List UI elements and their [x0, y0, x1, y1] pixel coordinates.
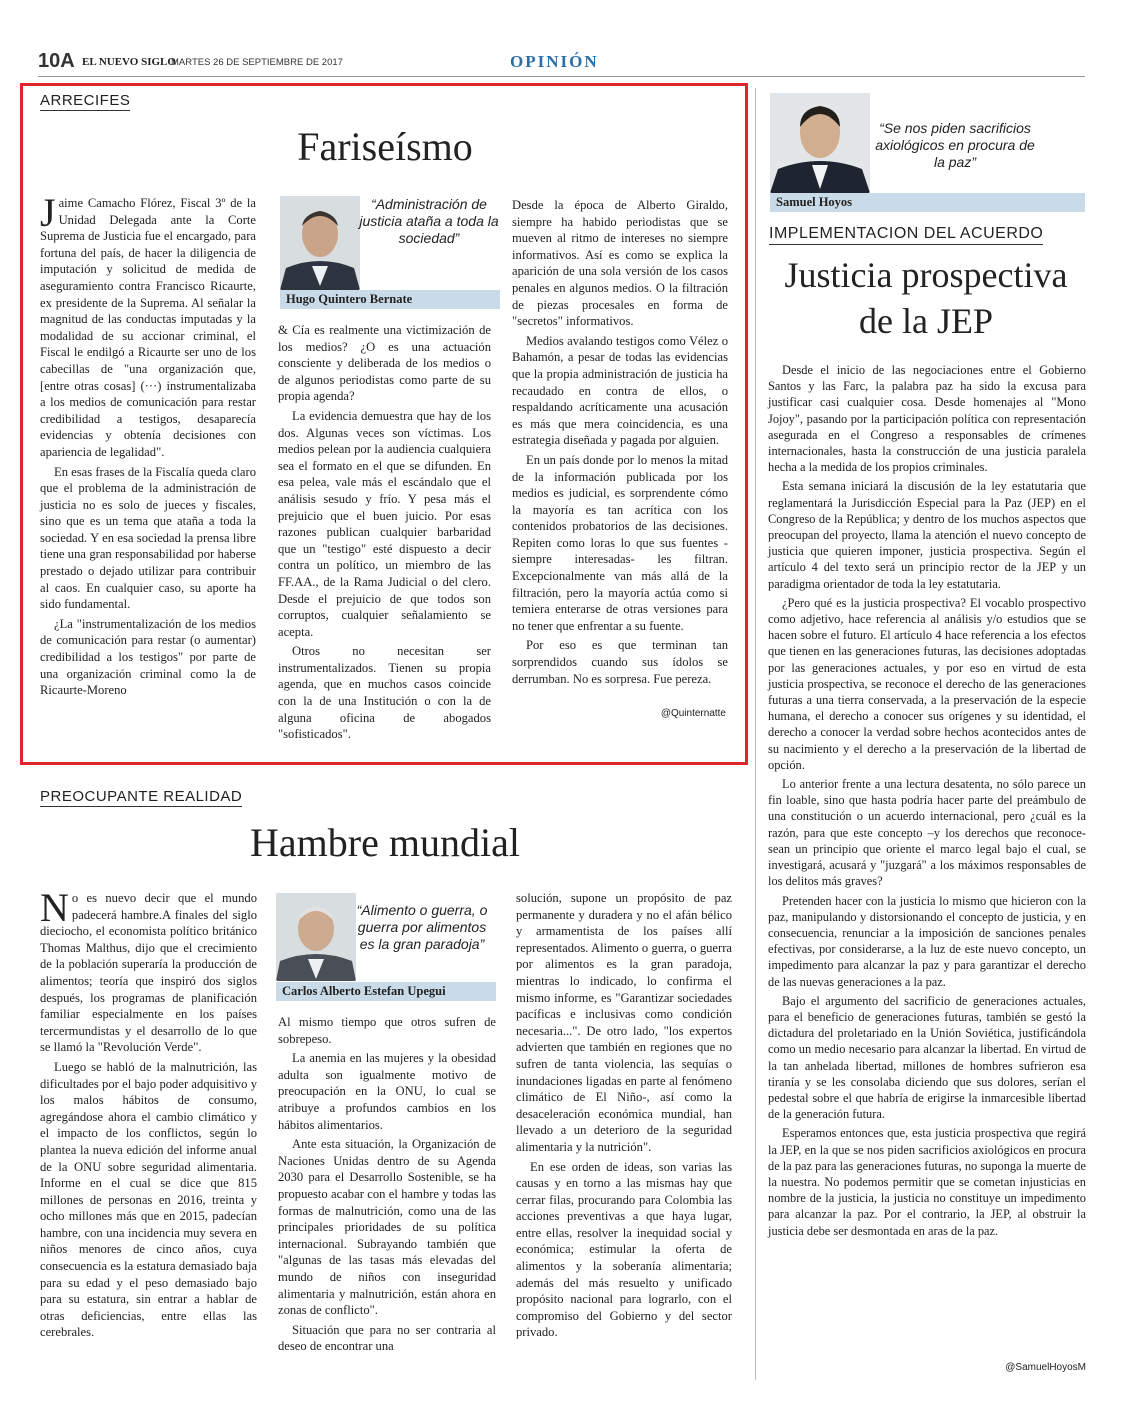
section-label-arrecifes: ARRECIFES: [40, 92, 131, 109]
article2-col1-p2: Luego se habló de la malnutrición, las dificultades por el bajo poder adquisitivo y los malos hábitos de consumo, agregándose ahora el cambio climático y el impacto de los conflictos, según lo plantea la nueva edición del informe anual de la ONU sobre seguridad alimentaria. Informe en el cual se dice que 815 millones de personas en 2016, treinta y ocho millones más que en 2015, padecían hambre, con una incidencia muy severa en niños menores de cinco años, cuya consecuencia es la estatura demasiado baja para su edad y el peso demasiado bajo para su estatura, sin entrar a hablar de otras deficiencias, entre ellas las cerebrales.: [40, 1059, 257, 1340]
article1-column-1: [40, 190, 256, 702]
page-header: [38, 48, 1085, 77]
author-photo-hugo: [280, 196, 360, 290]
headline-hambre-mundial: Hambre mundial: [250, 820, 520, 865]
article3-p1: Desde el inicio de las negociaciones entre el Gobierno Santos y las Farc, la palabra paz ha sido la excusa para justificar casi cualquier cosa. Desde homenajes al "Mono Jojoy", pasando por la participación política con representación asegurada en el Congreso a responsables de crímenes internacionales, hasta la construcción de una justicia paralela hecha a la medida de los propios criminales.: [768, 363, 1086, 475]
pull-quote-1: “Administración de justicia ataña a toda la sociedad”: [359, 196, 499, 246]
article1-column-2: [278, 322, 491, 746]
paper-name: EL NUEVO SIGLO: [82, 56, 176, 68]
author-byline-hugo: Hugo Quintero Bernate: [280, 290, 500, 309]
author-handle-hoyos: @SamuelHoyosM: [1005, 1362, 1086, 1373]
headline-justicia-prospectiva: [766, 252, 1086, 344]
article2-col1-p1: No es nuevo decir que el mundo padecerá hambre.A finales del siglo dieciocho, el economista político británico Thomas Malthus, dijo que el crecimiento de la población superaría la producción de alimentos; teoría que inspiró dos siglos después, los programas de planificación familiar especialmente en los países tercermundistas y el desarrollo de lo que se llamó la "Revolución Verde".: [40, 885, 257, 1055]
author-byline-carlos: Carlos Alberto Estefan Upegui: [276, 982, 496, 1001]
article1-col3-p1: Desde la época de Alberto Giraldo, siempre ha habido periodistas que se mueven al ritmo de intereses no siempre informativos. Así es como se explica la aparición de una sola versión de los casos penales en algunos medios. O la filtración de piezas procesales en forma de "secretos" informativos.: [512, 198, 728, 329]
article3-column: [768, 362, 1086, 1242]
article3-p2: Esta semana iniciará la discusión de la ley estatutaria que reglamentará la Jurisdicción Especial para la Paz (JEP) en el Congreso de la República; y dentro de los muchos aspectos que preocupan del proyecto, llama la atención el nuevo concepto de justicia que quieren imponer, justicia prospectiva. Según el artículo 4 del texto será un principio rector de la JEP y un paradigma orientador de toda la ley estatutaria.: [768, 479, 1086, 591]
author-byline-samuel: Samuel Hoyos: [770, 193, 1085, 212]
author-photo-carlos: [276, 893, 356, 981]
article2-col2-p2: La anemia en las mujeres y la obesidad adulta son igualmente motivo de preocupación en la ONU, lo cual se atribuye a profundos cambios en los hábitos alimentarios.: [278, 1051, 496, 1132]
author-handle-quintero: @Quinternatte: [660, 708, 726, 719]
article1-col1-p3: ¿La "instrumentalización de los medios de comunicación para restar (o aumentar) credibilidad a los testigos" por parte de una organización criminal como la de Ricaurte-Moreno: [40, 616, 256, 698]
headline-line-2: de la JEP: [859, 301, 993, 341]
article1-col1-p1: Jaime Camacho Flórez, Fiscal 3º de la Unidad Delegada ante la Corte Suprema de Justicia fue el encargado, para fortuna del país, de hacer la diligencia de imputación y solicitud de medida de aseguramiento contra Francisco Ricaurte, ex presidente de la Suprema. Al señalar la magnitud de las conductas imputadas y la modalidad de su accionar criminal, el Fiscal le endilgó a Ricaurte ser uno de los cabecillas de "una organización que, [entre otras cosas] (···) instrumentalizaba a los medios de comunicación para restar credibilidad a testigos, desaparecía evidencias y obtenía decisiones con apariencia de legalidad".: [40, 190, 256, 459]
section-label-preocupante: PREOCUPANTE REALIDAD: [40, 788, 243, 805]
section-title: OPINIÓN: [510, 52, 599, 71]
article1-col2-p3: Otros no necesitan ser instrumentalizados. Tienen su propia agenda, que en muchos casos coincide con la de una Institución o con la de alguna oficina de abogados "sofisticados".: [278, 644, 491, 742]
article1-col3-p4: Por eso es que terminan tan sorprendidos cuando sus ídolos se derrumban. No es sorpresa. Fue pereza.: [512, 638, 728, 686]
section-label-implementacion: IMPLEMENTACION DEL ACUERDO: [769, 225, 1043, 245]
dropcap: J: [40, 190, 56, 235]
article3-p4: Lo anterior frente a una lectura desatenta, no sólo parece un fin loable, sino que hasta podría hacer parte del preámbulo de una constitución o un acuerdo internacional, pero ¿cuál es la razón, para que este concepto –y los derechos que reconoce- sean un principio que oriente el marco legal bajo el cual, se investigará, acusará y "juzgará" a los máximos responsables de los delitos más graves?: [768, 777, 1086, 889]
article2-column-1: [40, 885, 257, 1344]
page-number: 10A: [38, 50, 75, 72]
article1-col3-p3: En un país donde por lo menos la mitad de la información publicada por los medios es judicial, es sorprendente cómo la mayoría es tan acrítica con los contenidos probatorios de las decisiones. Repiten como loras lo que sus fuentes -siempre interesadas- les filtran. Excepcionalmente van más allá de la filtración, pero la mayoría actúa como si temiera enterarse de otras versiones para no tener que enfrentar a su fuente.: [512, 452, 728, 633]
article2-col2-p4: Situación que para no ser contraria al deseo de encontrar una: [278, 1322, 496, 1354]
article2-column-3: [516, 890, 732, 1344]
column-divider: [755, 88, 756, 1380]
author-photo-samuel: [770, 93, 870, 193]
article1-col1-p2: En esas frases de la Fiscalía queda claro que el problema de la administración de justicia no es solo de jueces y fiscales, sino que es un tema que ataña a toda la sociedad. Y en esa sociedad la prensa libre tiene una gran responsabilidad por haberse prestado o dejado utilizar para contribuir al caos. En cualquier caso, su aporte ha sido fundamental.: [40, 464, 256, 612]
article2-col3-p1: solución, supone un propósito de paz permanente y duradera y no el afán bélico y armamentista de los países allí representados. Alimento o guerra, o guerra por alimentos es la gran paradoja, mientras lo indicado, lo confirma el mismo informe, es "Garantizar sociedades pacíficas e inclusivas como condición necesaria...". De otro lado, "los expertos advierten que también en regiones que no sufren de tanta violencia, las sequías o inundaciones ligadas en parte al fenómeno climático de El Niño-, así como la desaceleración económica mundial, han llevado a un deterioro de la seguridad alimentaria y la nutrición".: [516, 891, 732, 1154]
article1-col2-p1: & Cía es realmente una victimización de los medios? ¿O es una actuación consciente y deliberada de los medios o de algunos periodistas como parte de su propia agenda?: [278, 323, 491, 404]
article1-col3-p2: Medios avalando testigos como Vélez o Bahamón, a pesar de todas las evidencias que la propia administración de justicia ha recaudado en contra de ellos, o respaldando acríticamente una acusación es más que mera coincidencia, es una estrategia diseñada y pagada por alguien.: [512, 333, 728, 448]
headline-fariseismo: Fariseísmo: [297, 124, 473, 169]
dropcap: N: [40, 885, 69, 930]
article1-column-3: [512, 197, 728, 690]
pull-quote-2: “Alimento o guerra, o guerra por alimentos es la gran paradoja”: [356, 902, 488, 952]
article2-col2-p1: Al mismo tiempo que otros sufren de sobrepeso.: [278, 1015, 496, 1046]
headline-line-1: Justicia prospectiva: [784, 255, 1068, 295]
article3-p7: Esperamos entonces que, esta justicia prospectiva que regirá la JEP, en la que se nos piden sacrificios axiológicos en procura de la paz para las generaciones futuras, no suponga la muerte de la nuestra. No podemos permitir que se cometan injusticias en nombre de la justicia, la justicia no constituye un impedimento para alcanzar la paz. Por el contrario, la JEP, al obstruir la justicia debe ser desmontada en aras de la paz.: [768, 1126, 1086, 1238]
article3-p5: Pretenden hacer con la justicia lo mismo que hicieron con la paz, manipulando y distorsionando el concepto de justicia, y en consecuencia, renunciar a la imposición de sanciones penales efectivas, por considerarse, a la luz de este nuevo concepto, un impedimento para alcanzar la paz y para garantizar el derecho de las nuevas generaciones a la paz.: [768, 893, 1086, 989]
article3-p6: Bajo el argumento del sacrificio de generaciones actuales, para el beneficio de generaciones futuras, también se gestó la dictadura del proletariado en la Unión Soviética, justificándola como un medio necesario para alcanzar la libertad. En virtud de la tan anhelada libertad, millones de hombres sufrieron esa tiranía y se les consolaba diciendo que sus dolores, serían el pedestal sobre el que habría de erigirse la inmarcesible libertad de la generación futura.: [768, 993, 1086, 1122]
article2-col3-p2: En ese orden de ideas, son varias las causas y en torno a las mismas hay que cerrar filas, procurando para Colombia las acciones preventivas a que haya lugar, entre ellas, resolver la inequidad social y económica; estimular la oferta de alimentos y la soberanía alimentaria; además del más resuelto y unificado propósito nacional para lograrlo, con el compromiso del Gobierno y del sector privado.: [516, 1159, 732, 1340]
article2-column-2: [278, 1014, 496, 1358]
pull-quote-3: “Se nos piden sacrificios axiológicos en procura de la paz”: [875, 120, 1035, 170]
article3-p3: ¿Pero qué es la justicia prospectiva? El vocablo prospectivo como adjetivo, hace referencia al análisis y/o estudios que se hacen sobre el futuro. El artículo 4 hace referencia a los efectos que tienen en las generaciones futuras, las decisiones adoptadas por las generaciones actuales, y por eso en virtud de esta justicia prospectiva, se reconoce el derecho de las generaciones futuras a una tierra conservada, a la preservación de la especie humana, el derecho a conocer sus orígenes y su identidad, el derecho a conocer la verdad sobre hechos acontecidos antes de su nacimiento y el derecho a la preservación de la libertad de opción.: [768, 595, 1086, 772]
article1-col2-p2: La evidencia demuestra que hay de los dos. Algunas veces son víctimas. Los medios pelean por la audiencia cualquiera sea el formato en el que se difunden. En esa pelea, vale más el escándalo que el análisis sesudo y frío. Y pesa más el prejuicio que el buen juicio. Por esas razones publican cualquier barbaridad que un "testigo" esté dispuesto a decir contra un político, un miembro de las FF.AA., de la Rama Judicial o del clero. Desde el prejuicio de que todos son corruptos, cualquier señalamiento se acepta.: [278, 408, 491, 639]
issue-date: MARTES 26 DE SEPTIEMBRE DE 2017: [171, 57, 343, 68]
article2-col2-p3: Ante esta situación, la Organización de Naciones Unidas dentro de su Agenda 2030 para el Desarrollo Sostenible, se ha propuesto acabar con el hambre y todas las formas de malnutrición, como una de las principales prioridades de su política internacional. Subrayando también que "algunas de las tasas más elevadas del mundo de niños con inseguridad alimentaria y malnutrición, están ahora en zonas de conflicto".: [278, 1137, 496, 1318]
